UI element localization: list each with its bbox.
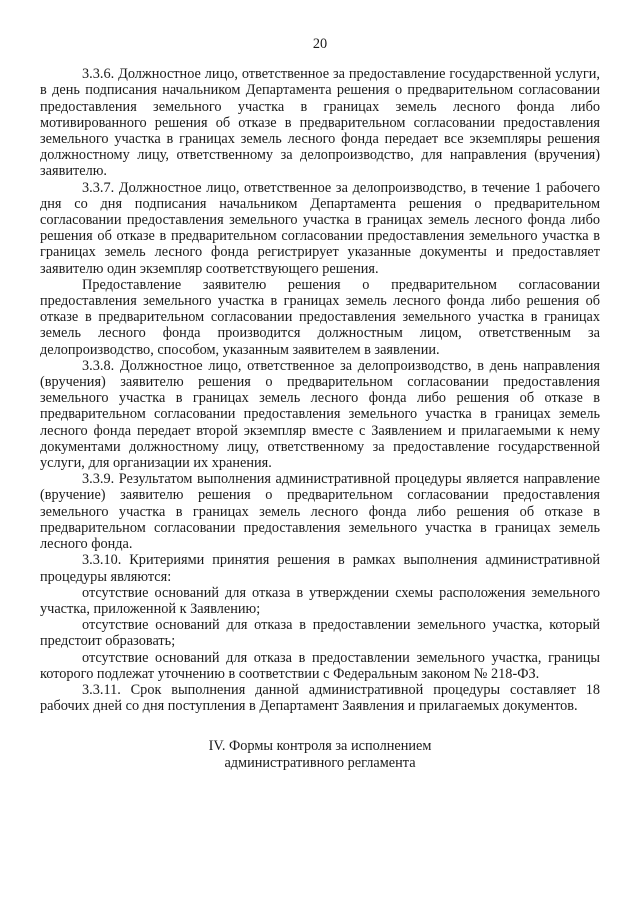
section-heading	[40, 738, 600, 772]
criterion-boundary-clarification: отсутствие оснований для отказа в предоставлении земельного участка, границы которого подлежат уточнению в соответствии с Федеральным законом № 218-ФЗ.	[40, 649, 600, 682]
paragraph-3-3-6: 3.3.6. Должностное лицо, ответственное за предоставление государственной услуги, в день подписания начальником Департамента решения о предварительном согласовании предоставления земельного участка в границах земель лесного фонда либо мотивированного решения об отказе в предварительном согласовании предоставления земельного участка в границах земель лесного фонда передает все экземпляры решения должностному лицу, ответственному за делопроизводство, для направления (вручения) заявителю.	[40, 66, 600, 180]
page-number: 20	[312, 36, 328, 52]
paragraph-provision-of-decision: Предоставление заявителю решения о предварительном согласовании предоставления земельного участка в границах земель лесного фонда либо решения об отказе в предварительном согласовании предоставления земельного участка в границах земель лесного фонда производится должностным лицом, ответственным за делопроизводство, способом, указанным заявителем в заявлении.	[40, 276, 600, 358]
paragraph-3-3-8: 3.3.8. Должностное лицо, ответственное за делопроизводство, в день направления (вручения) заявителю решения о предварительном согласовании предоставления земельного участка в границах земель лесного фонда либо решения об отказе в предварительном согласовании предоставления земельного участка в границах земель лесного фонда передает второй экземпляр вместе с Заявлением и прилагаемыми к нему документами должностному лицу, ответственному за предоставление государственной услуги, для организации их хранения.	[40, 357, 600, 472]
paragraph-3-3-11: 3.3.11. Срок выполнения данной административной процедуры составляет 18 рабочих дней со дня поступления в Департамент Заявления и прилагаемых документов.	[40, 681, 600, 715]
paragraph-3-3-7: 3.3.7. Должностное лицо, ответственное за делопроизводство, в течение 1 рабочего дня со дня подписания начальником Департамента решения о предварительном согласовании предоставления земельного участка в границах земель лесного фонда либо решения об отказе в предварительном согласовании предоставления земельного участка в границах земель лесного фонда регистрирует указанные документы и предоставляет заявителю один экземпляр соответствующего решения.	[40, 179, 600, 277]
criterion-new-plot: отсутствие оснований для отказа в предоставлении земельного участка, который предстоит образовать;	[40, 617, 600, 650]
criterion-scheme: отсутствие оснований для отказа в утверждении схемы расположения земельного участка, приложенной к Заявлению;	[40, 584, 600, 617]
section-heading-line-1: IV. Формы контроля за исполнением	[208, 738, 432, 755]
paragraph-3-3-10: 3.3.10. Критериями принятия решения в рамках выполнения административной процедуры являются:	[40, 552, 600, 585]
paragraph-3-3-9: 3.3.9. Результатом выполнения административной процедуры является направление (вручение) заявителю решения о предварительном согласовании предоставления земельного участка в границах земель лесного фонда либо решения об отказе в предварительном согласовании предоставления земельного участка в границах земель лесного фонда.	[40, 471, 600, 553]
section-heading-line-2: административного регламента	[224, 755, 416, 772]
document-body	[40, 66, 600, 714]
